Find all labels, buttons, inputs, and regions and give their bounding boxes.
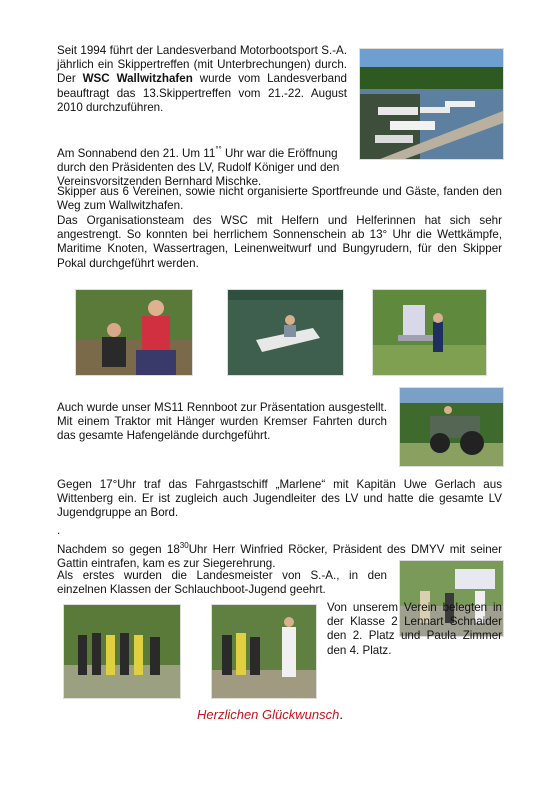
intro-paragraph: [57, 44, 347, 115]
ceremony-text-start: Nachdem so gegen 18: [57, 542, 180, 556]
club-name: WSC Wallwitzhafen: [82, 72, 193, 86]
boat-tractor-paragraph: Auch wurde unser MS11 Rennboot zur Präsentation ausgestellt. Mit einem Traktor mit Hänger wurden Kremser Fahrten durch das gesamte Hafengelände durchgeführt.: [57, 401, 387, 443]
opening-text-start: Am Sonnabend den 21. Um 11: [57, 146, 216, 160]
congratulations-text: Herzlichen Glückwunsch: [197, 707, 340, 722]
opening-text-end: Uhr war die Eröffnung durch den Präsidenten des LV, Rudolf Königer und den Vereinsvorsitzenden Bernhard Mischke.: [57, 146, 340, 189]
opening-time-sup: °°: [215, 145, 222, 154]
tractor-photo: [399, 387, 504, 467]
intro-text-start: Seit 1994 führt der Landesverband Motorbootsport S.-A. jährlich ein Skippertreffen (mit Unterbrechungen) durch. Der: [57, 44, 347, 86]
skipper-paragraph: Skipper aus 6 Vereinen, sowie nicht organisierte Sportfreunde und Gäste, fanden den Weg zum Wallwitzhafen.: [57, 185, 502, 213]
winners-photo: [211, 604, 317, 699]
congratulations: [197, 708, 447, 722]
opening-paragraph: [57, 143, 352, 189]
ceremony-time-sup: 30: [179, 541, 189, 550]
rowing-boat-photo: [227, 289, 344, 376]
cake-table-photo: [372, 289, 487, 376]
results-paragraph: Von unserem Verein belegten in der Klasse 2 Lennart Schnaider den 2. Platz und Paula Zimmer den 4. Platz.: [327, 601, 502, 657]
harbour-photo: [359, 48, 504, 160]
stray-dot: .: [57, 524, 61, 537]
ship-paragraph: Gegen 17°Uhr traf das Fahrgastschiff „Marlene“ mit Kapitän Uwe Gerlach aus Wittenberg ein. Er ist zugleich auch Jugendleiter des LV und hatte die gesamte LV Jugendgruppe an Bord.: [57, 478, 502, 520]
congratulations-period: .: [339, 707, 343, 722]
ceremony-text-end: Uhr Herr Winfried Röcker, Präsident des DMYV mit seiner Gattin eintrafen, kam es zur Siegerehrung.: [57, 542, 502, 571]
champions-paragraph: Als erstes wurden die Landesmeister von S.-A., in den einzelnen Klassen der Schlauchboot-Jugend geehrt.: [57, 569, 387, 597]
knots-contest-photo: [75, 289, 193, 376]
youth-team-photo: [63, 604, 181, 699]
team-paragraph: Das Organisationsteam des WSC mit Helfern und Helferinnen hat sich sehr angestrengt. So konnten bei herrlichem Sonnenschein ab 13° Uhr die Wettkämpfe, Maritime Knoten, Wassertragen, Leinenweitwurf und Bungyrudern, für den Skipper Pokal durchgeführt werden.: [57, 214, 502, 270]
intro-text-end: wurde vom Landesverband beauftragt das 13.Skippertreffen vom 21.-22. August 2010 durchzuführen.: [57, 72, 347, 114]
